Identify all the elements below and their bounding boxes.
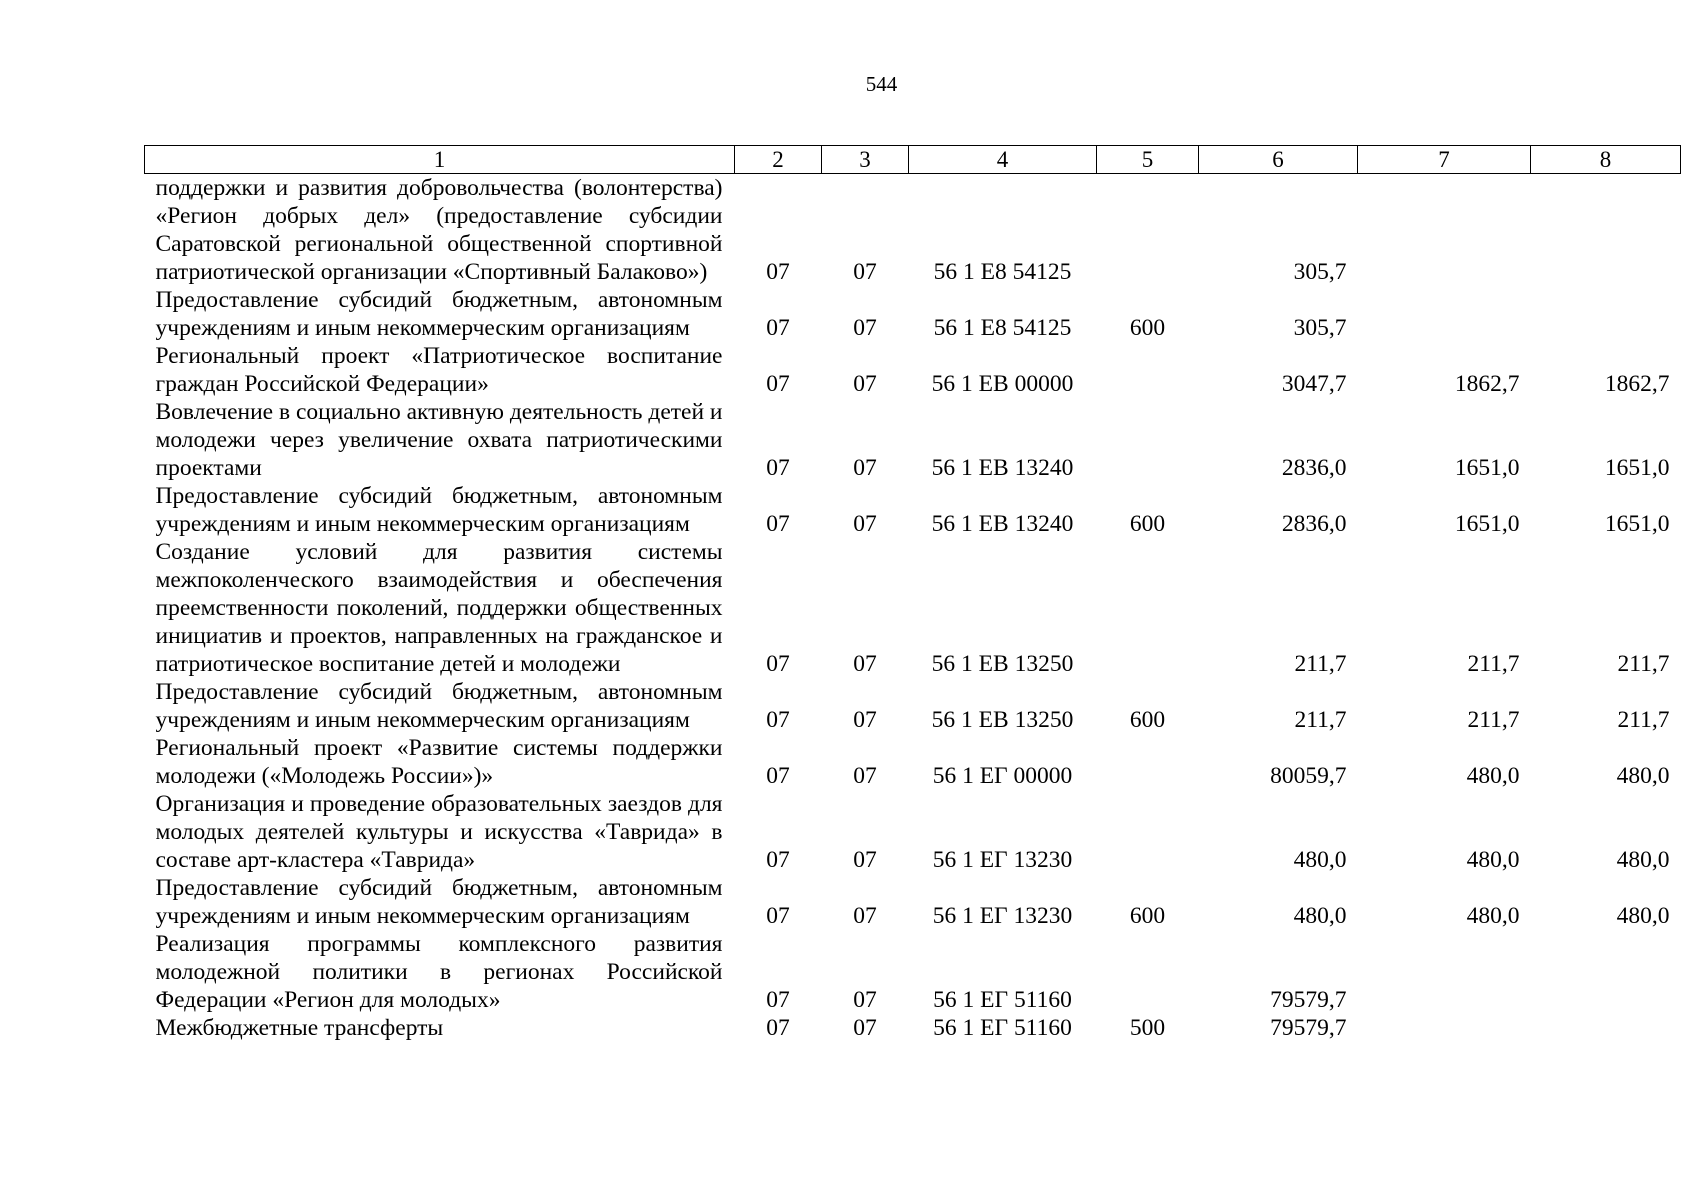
row-expense-type: 500 (1129, 1015, 1166, 1041)
column-header-1: 1 (145, 146, 735, 174)
row-target-article: 56 1 ЕВ 13250 (931, 707, 1074, 733)
column-header-2: 2 (735, 146, 822, 174)
row-target-article: 56 1 ЕГ 13230 (932, 903, 1073, 929)
row-amount-col8 (1531, 174, 1681, 287)
row-expense-type (1097, 734, 1199, 790)
row-amount-col8: 480,0 (1616, 763, 1670, 789)
row-expense-type (1097, 342, 1199, 398)
row-expense-type: 600 (1129, 903, 1166, 929)
row-section: 07 (766, 847, 790, 873)
row-amount-col6: 79579,7 (1270, 987, 1347, 1013)
row-expense-type (1097, 398, 1199, 482)
row-description: Создание условий для развития системы межпоколенческого взаимодействия и обеспечения преемственности поколений, поддержки общественных инициатив и проектов, направленных на гражданское и патриотическое воспитание детей и молодежи (155, 539, 723, 677)
table-row (145, 174, 1681, 287)
row-target-article: 56 1 ЕГ 51160 (933, 1015, 1072, 1041)
row-amount-col6: 211,7 (1294, 707, 1347, 733)
budget-table (144, 145, 1681, 1042)
row-target-article: 56 1 ЕГ 13230 (932, 847, 1073, 873)
column-header-6: 6 (1199, 146, 1358, 174)
row-target-article: 56 1 ЕВ 13240 (931, 511, 1074, 537)
row-description: Вовлечение в социально активную деятельность детей и молодежи через увеличение охвата патриотическими проектами (155, 399, 723, 481)
row-amount-col7 (1358, 1014, 1531, 1042)
row-section: 07 (766, 987, 790, 1013)
row-amount-col7 (1358, 286, 1531, 342)
row-subsection: 07 (853, 903, 877, 929)
row-subsection: 07 (853, 371, 877, 397)
row-amount-col8: 1651,0 (1604, 455, 1670, 481)
table-row (145, 678, 1681, 734)
row-section: 07 (766, 707, 790, 733)
row-description: Региональный проект «Патриотическое воспитание граждан Российской Федерации» (155, 343, 723, 397)
row-amount-col6: 2836,0 (1281, 511, 1347, 537)
row-amount-col6: 211,7 (1294, 651, 1347, 677)
row-section: 07 (766, 651, 790, 677)
row-amount-col7: 1651,0 (1454, 455, 1520, 481)
row-description: поддержки и развития добровольчества (волонтерства) «Регион добрых дел» (предоставление субсидии Саратовской региональной общественной спортивной патриотической организации «Спортивный Балаково») (155, 175, 723, 285)
row-amount-col8 (1531, 930, 1681, 1014)
row-amount-col7: 480,0 (1466, 903, 1520, 929)
row-expense-type: 600 (1129, 315, 1166, 341)
row-description: Региональный проект «Развитие системы поддержки молодежи («Молодежь России»)» (155, 735, 723, 789)
table-row (145, 398, 1681, 482)
row-description: Предоставление субсидий бюджетным, автономным учреждениям и иным некоммерческим организациям (155, 483, 723, 537)
row-amount-col7: 480,0 (1466, 763, 1520, 789)
row-subsection: 07 (853, 707, 877, 733)
row-description: Предоставление субсидий бюджетным, автономным учреждениям и иным некоммерческим организациям (155, 875, 723, 929)
row-expense-type: 600 (1129, 707, 1166, 733)
row-target-article: 56 1 Е8 54125 (933, 315, 1072, 341)
row-section: 07 (766, 1015, 790, 1041)
row-expense-type (1097, 538, 1199, 678)
row-target-article: 56 1 ЕВ 00000 (931, 371, 1074, 397)
row-section: 07 (766, 763, 790, 789)
table-body (145, 174, 1681, 1043)
row-amount-col7: 1862,7 (1454, 371, 1520, 397)
row-description: Реализация программы комплексного развития молодежной политики в регионах Российской Федерации «Регион для молодых» (155, 931, 723, 1013)
row-subsection: 07 (853, 511, 877, 537)
table-row (145, 538, 1681, 678)
row-amount-col6: 305,7 (1293, 315, 1347, 341)
column-header-7: 7 (1358, 146, 1531, 174)
row-amount-col8 (1531, 286, 1681, 342)
row-target-article: 56 1 Е8 54125 (933, 259, 1072, 285)
row-description: Предоставление субсидий бюджетным, автономным учреждениям и иным некоммерческим организациям (155, 679, 723, 733)
row-subsection: 07 (853, 315, 877, 341)
table-row (145, 790, 1681, 874)
row-description: Межбюджетные трансферты (155, 1015, 444, 1041)
table-row (145, 930, 1681, 1014)
table-row (145, 874, 1681, 930)
row-amount-col8: 480,0 (1616, 847, 1670, 873)
row-amount-col8: 211,7 (1617, 651, 1670, 677)
row-subsection: 07 (853, 455, 877, 481)
row-expense-type (1097, 174, 1199, 287)
row-amount-col8: 480,0 (1616, 903, 1670, 929)
column-header-5: 5 (1097, 146, 1199, 174)
row-subsection: 07 (853, 763, 877, 789)
row-amount-col7: 1651,0 (1454, 511, 1520, 537)
row-amount-col6: 305,7 (1293, 259, 1347, 285)
row-amount-col7: 480,0 (1466, 847, 1520, 873)
row-target-article: 56 1 ЕВ 13240 (931, 455, 1074, 481)
row-subsection: 07 (853, 847, 877, 873)
row-amount-col7: 211,7 (1467, 651, 1520, 677)
row-amount-col6: 480,0 (1293, 847, 1347, 873)
row-section: 07 (766, 371, 790, 397)
header-row (145, 146, 1681, 174)
row-expense-type: 600 (1129, 511, 1166, 537)
row-subsection: 07 (853, 651, 877, 677)
row-amount-col7 (1358, 930, 1531, 1014)
row-amount-col6: 80059,7 (1270, 763, 1347, 789)
row-expense-type (1097, 930, 1199, 1014)
row-section: 07 (766, 903, 790, 929)
row-amount-col8: 211,7 (1617, 707, 1670, 733)
row-description: Организация и проведение образовательных заездов для молодых деятелей культуры и искусства «Таврида» в составе арт-кластера «Таврида» (155, 791, 723, 873)
table-row (145, 734, 1681, 790)
page-number: 544 (865, 72, 898, 96)
table-row (145, 482, 1681, 538)
row-section: 07 (766, 511, 790, 537)
column-header-8: 8 (1531, 146, 1681, 174)
row-target-article: 56 1 ЕВ 13250 (931, 651, 1074, 677)
row-description: Предоставление субсидий бюджетным, автономным учреждениям и иным некоммерческим организациям (155, 287, 723, 341)
row-amount-col6: 79579,7 (1270, 1015, 1347, 1041)
row-target-article: 56 1 ЕГ 51160 (933, 987, 1072, 1013)
row-amount-col8: 1862,7 (1604, 371, 1670, 397)
row-section: 07 (766, 455, 790, 481)
table-header (145, 146, 1681, 174)
row-amount-col7: 211,7 (1467, 707, 1520, 733)
table-row (145, 342, 1681, 398)
row-section: 07 (766, 315, 790, 341)
row-subsection: 07 (853, 259, 877, 285)
row-amount-col8 (1531, 1014, 1681, 1042)
table-row (145, 1014, 1681, 1042)
row-expense-type (1097, 790, 1199, 874)
row-section: 07 (766, 259, 790, 285)
row-amount-col7 (1358, 174, 1531, 287)
row-subsection: 07 (853, 1015, 877, 1041)
column-header-4: 4 (909, 146, 1097, 174)
row-amount-col8: 1651,0 (1604, 511, 1670, 537)
row-amount-col6: 3047,7 (1281, 371, 1347, 397)
row-amount-col6: 2836,0 (1281, 455, 1347, 481)
column-header-3: 3 (822, 146, 909, 174)
table-row (145, 286, 1681, 342)
row-target-article: 56 1 ЕГ 00000 (932, 763, 1073, 789)
row-amount-col6: 480,0 (1293, 903, 1347, 929)
row-subsection: 07 (853, 987, 877, 1013)
